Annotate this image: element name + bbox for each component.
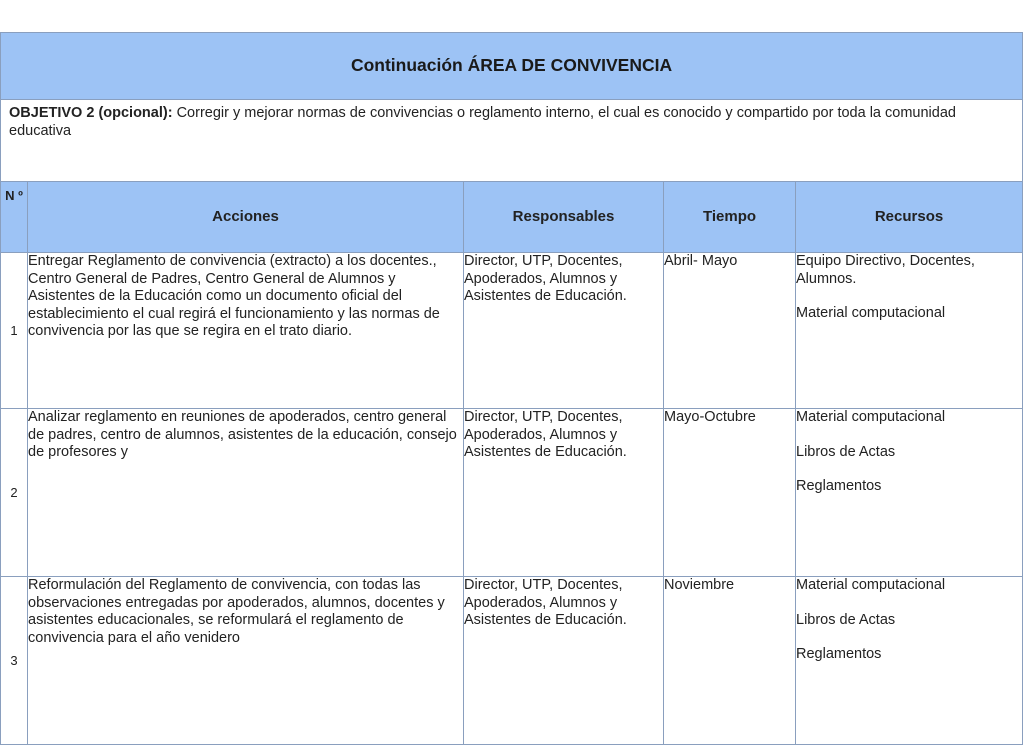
header-recursos: Recursos xyxy=(796,182,1023,253)
recurso-item: Material computacional xyxy=(796,577,946,593)
row-number: 3 xyxy=(1,577,28,745)
header-num: N º xyxy=(1,182,28,253)
recurso-item: Reglamentos xyxy=(796,478,882,494)
row-number: 1 xyxy=(1,253,28,409)
row-tiempo: Abril- Mayo xyxy=(664,253,796,409)
header-tiempo: Tiempo xyxy=(664,182,796,253)
row-responsables: Director, UTP, Docentes, Apoderados, Alumnos y Asistentes de Educación. xyxy=(464,577,664,745)
objective-label: OBJETIVO 2 (opcional): xyxy=(9,105,173,121)
row-recursos xyxy=(796,253,1023,409)
row-accion: Entregar Reglamento de convivencia (extracto) a los docentes., Centro General de Padres, Centro General de Alumnos y Asistentes de la Educación como un documento oficial del establecimiento el cual regirá el funcionamiento y las normas de convivencia por las que se regira en el trato diario. xyxy=(28,253,464,409)
row-tiempo: Noviembre xyxy=(664,577,796,745)
recurso-item: Reglamentos xyxy=(796,646,882,662)
recurso-item: Material computacional xyxy=(796,409,946,425)
header-row xyxy=(1,182,1023,253)
recurso-item: Libros de Actas xyxy=(796,611,896,628)
row-responsables: Director, UTP, Docentes, Apoderados, Alumnos y Asistentes de Educación. xyxy=(464,409,664,577)
row-responsables: Director, UTP, Docentes, Apoderados, Alumnos y Asistentes de Educación. xyxy=(464,253,664,409)
recurso-item: Libros de Actas xyxy=(796,443,896,460)
recurso-item: Equipo Directivo, Docentes, Alumnos. xyxy=(796,253,975,287)
row-accion: Analizar reglamento en reuniones de apoderados, centro general de padres, centro de alumnos, asistentes de la educación, consejo de profesores y xyxy=(28,409,464,577)
row-tiempo: Mayo-Octubre xyxy=(664,409,796,577)
table-row xyxy=(1,253,1023,409)
convivencia-plan-table xyxy=(0,32,1023,745)
row-recursos xyxy=(796,409,1023,577)
recurso-item: Material computacional xyxy=(796,305,946,321)
header-acciones: Acciones xyxy=(28,182,464,253)
objective-text: Corregir y mejorar normas de convivencias o reglamento interno, el cual es conocido y compartido por toda la comunidad educativa xyxy=(9,105,956,139)
row-accion: Reformulación del Reglamento de convivencia, con todas las observaciones entregadas por apoderados, alumnos, docentes y asistentes educacionales, se reformulará el reglamento de convivencia para el año venidero xyxy=(28,577,464,745)
table-row xyxy=(1,577,1023,745)
row-recursos xyxy=(796,577,1023,745)
row-number: 2 xyxy=(1,409,28,577)
table-title: Continuación ÁREA DE CONVIVENCIA xyxy=(1,33,1023,100)
objective-cell xyxy=(1,100,1023,182)
header-responsables: Responsables xyxy=(464,182,664,253)
table-row xyxy=(1,409,1023,577)
